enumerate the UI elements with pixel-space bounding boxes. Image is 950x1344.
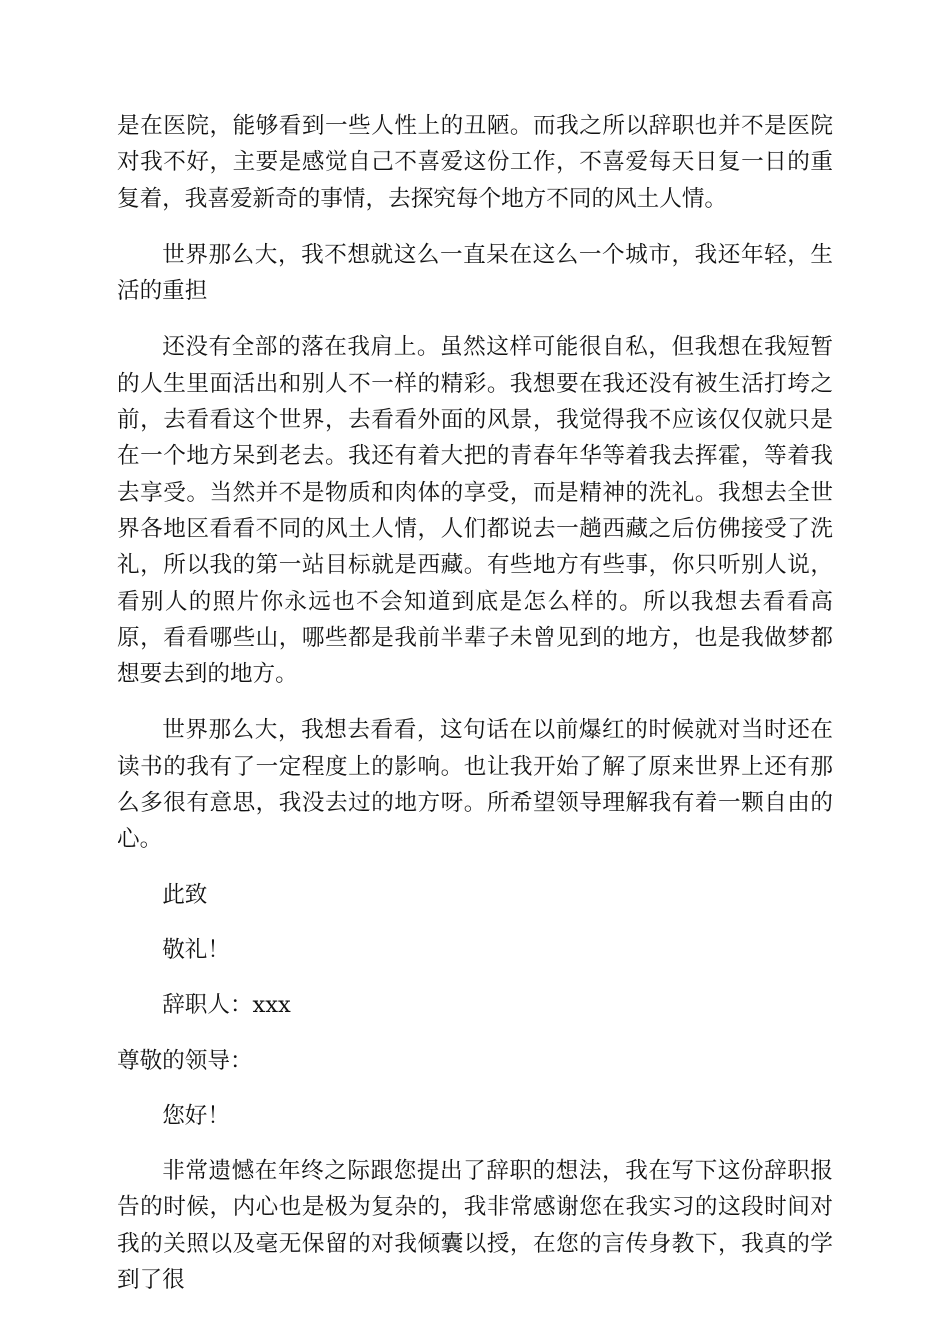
paragraph-burden: 还没有全部的落在我肩上。虽然这样可能很自私，但我想在我短暂的人生里面活出和别人不一样的精彩。我想要在我还没有被生活打垮之前，去看看这个世界，去看看外面的风景，我觉得我不应该仅仅就只是在一个地方呆到老去。我还有着大把的青春年华等着我去挥霍，等着我去享受。当然并不是物质和肉体的享受，而是精神的洗礼。我想去全世界各地区看看不同的风土人情，人们都说去一趟西藏之后仿佛接受了洗礼，所以我的第一站目标就是西藏。有些地方有些事，你只听别人说，看别人的照片你永远也不会知道到底是怎么样的。所以我想去看看高原，看看哪些山，哪些都是我前半辈子未曾见到的地方，也是我做梦都想要去到的地方。 — [117, 334, 833, 688]
document-page — [117, 108, 833, 1298]
closing-cizhi: 此致 — [162, 881, 208, 908]
signature-resigner: 辞职人：xxx — [162, 992, 291, 1019]
paragraph-world-big: 世界那么大，我不想就这么一直呆在这么一个城市，我还年轻，生活的重担 — [117, 241, 833, 305]
paragraph-continuation: 是在医院，能够看到一些人性上的丑陋。而我之所以辞职也并不是医院对我不好，主要是感觉自己不喜爱这份工作，不喜爱每天日复一日的重复着，我喜爱新奇的事情，去探究每个地方不同的风土人情。 — [117, 113, 833, 212]
greeting: 您好！ — [162, 1102, 230, 1129]
paragraph-regret: 非常遗憾在年终之际跟您提出了辞职的想法，我在写下这份辞职报告的时候，内心也是极为复杂的，我非常感谢您在我实习的这段时间对我的关照以及毫无保留的对我倾囊以授，在您的言传身教下，我真的学到了很 — [117, 1158, 833, 1294]
salutation: 尊敬的领导： — [117, 1047, 253, 1074]
paragraph-go-see: 世界那么大，我想去看看，这句话在以前爆红的时候就对当时还在读书的我有了一定程度上的影响。也让我开始了解了原来世界上还有那么多很有意思，我没去过的地方呀。所希望领导理解我有着一颗自由的心。 — [117, 717, 833, 853]
closing-jingli: 敬礼！ — [162, 936, 230, 963]
